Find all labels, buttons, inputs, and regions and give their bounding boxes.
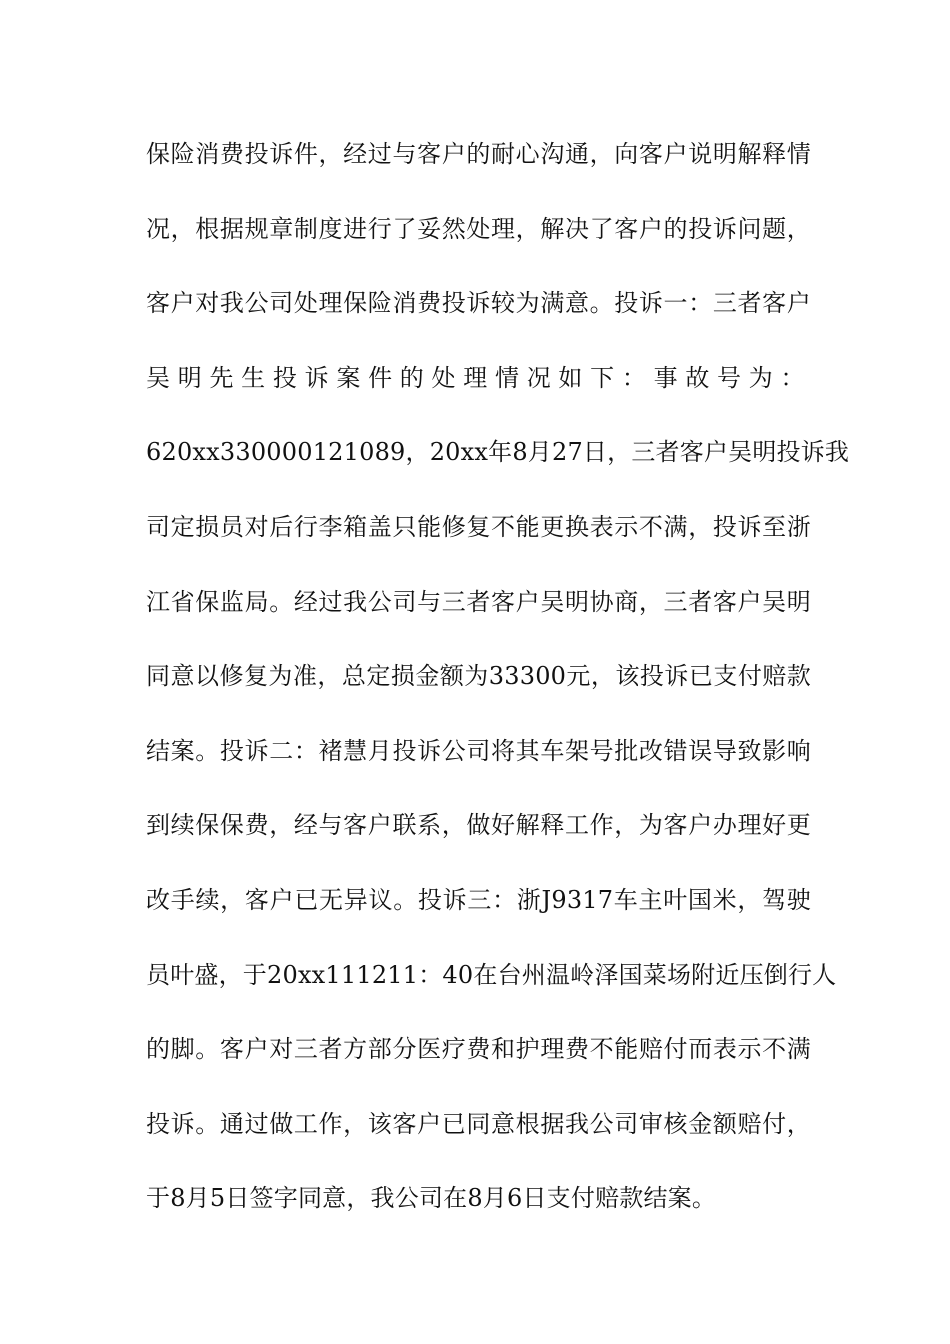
text-line: 的脚。客户对三者方部分医疗费和护理费不能赔付而表示不满 [146,1035,811,1064]
text-line: 江省保监局。经过我公司与三者客户吴明协商，三者客户吴明 [146,587,811,616]
text-line: 保险消费投诉件，经过与客户的耐心沟通，向客户说明解释情 [146,140,811,168]
text-line: 改手续，客户已无异议。投诉三：浙J9317车主叶国米，驾驶 [146,885,811,914]
text-line: 司定损员对后行李箱盖只能修复不能更换表示不满，投诉至浙 [146,512,811,541]
text-line: 结案。投诉二：褚慧月投诉公司将其车架号批改错误导致影响 [146,736,811,765]
body-text [146,131,850,1250]
text-line: 同意以修复为准，总定损金额为33300元，该投诉已支付赔款 [146,662,811,691]
text-line: 到续保保费，经与客户联系，做好解释工作，为客户办理好更 [146,811,811,840]
text-line: 投诉。通过做工作，该客户已同意根据我公司审核金额赔付， [146,1109,811,1138]
text-line: 于8月5日签字同意，我公司在8月6日支付赔款结案。 [146,1184,717,1213]
text-line: 客户对我公司处理保险消费投诉较为满意。投诉一：三者客户 [146,289,811,318]
text-line: 620xx330000121089，20xx年8月27日，三者客户吴明投诉我 [146,438,850,467]
text-line: 吴明先生投诉案件的处理情况如下：事故号为： [146,363,811,392]
text-line: 况，根据规章制度进行了妥然处理，解决了客户的投诉问题， [146,214,811,243]
text-line: 员叶盛，于20xx111211：40在台州温岭泽国菜场附近压倒行人 [146,960,837,989]
